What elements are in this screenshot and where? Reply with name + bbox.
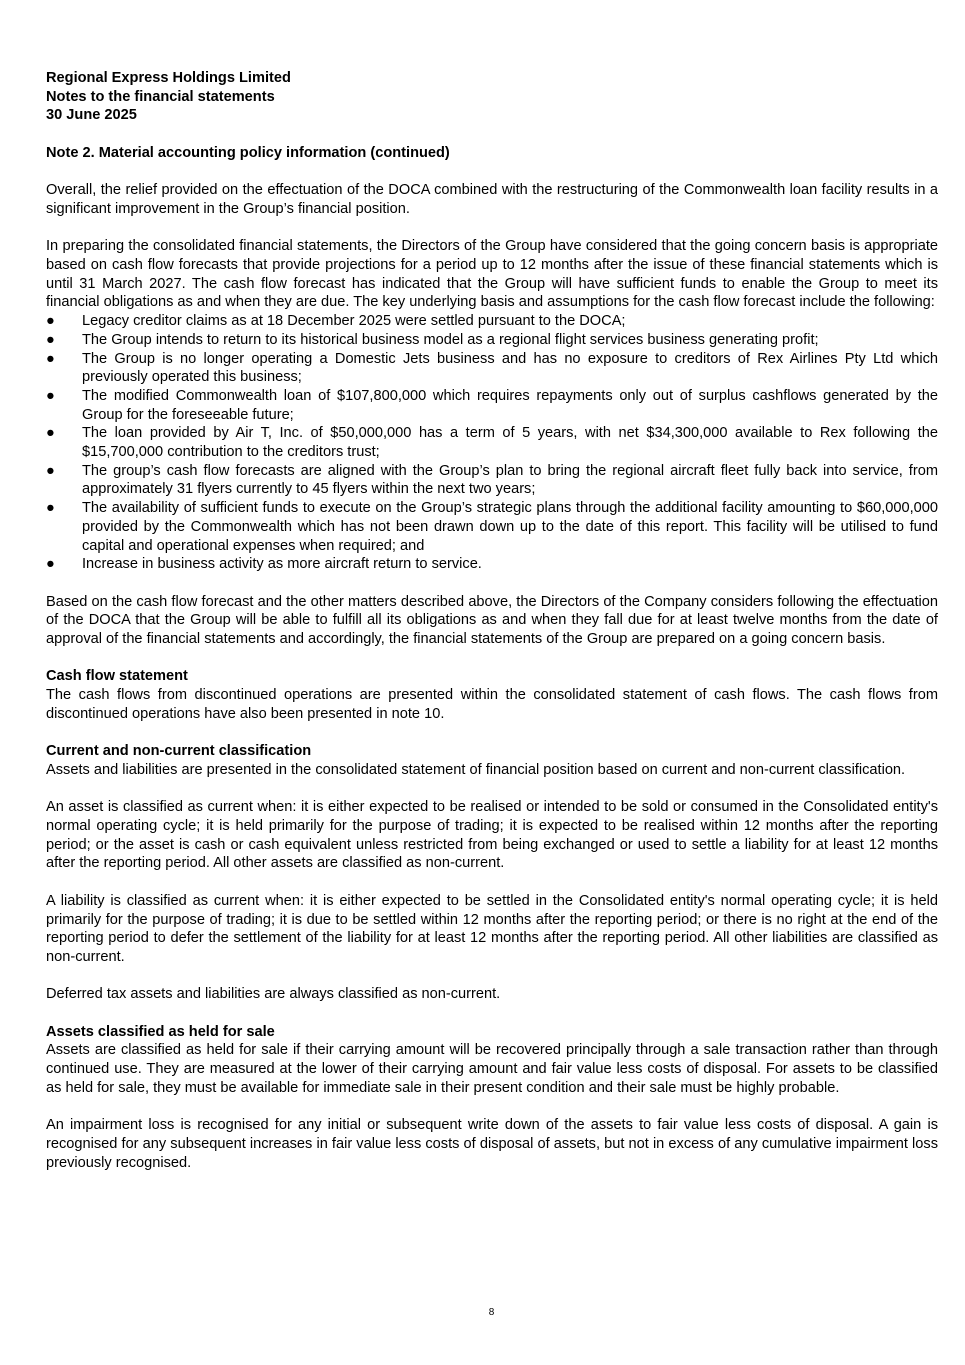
paragraph-liability-current: A liability is classified as current when: it is either expected to be settled in the Consolidated entity's normal operating cycle; it is held primarily for the purpose of trading; it is due to be settled within 12 months after the reporting period; or there is no right at the end of the reporting period to defer the settlement of the liability for at least 12 months after the reporting period. All other liabilities are classified as non-current. <box>46 892 938 965</box>
bullet-icon: ● <box>46 387 55 404</box>
document-title: Notes to the financial statements <box>46 88 275 105</box>
company-name: Regional Express Holdings Limited <box>46 70 291 86</box>
bullet-icon: ● <box>46 556 55 573</box>
list-item: ● Increase in business activity as more aircraft return to service. <box>46 556 482 573</box>
section-heading-classification: Current and non-current classification <box>46 743 312 760</box>
bullet-icon: ● <box>46 462 55 479</box>
paragraph-held-for-sale: Assets are classified as held for sale if their carrying amount will be recovered principally through a sale transaction rather than through continued use. They are measured at the lower of their carrying amount and fair value less costs of disposal. For assets to be classified as held for sale, they must be available for immediate sale in their present condition and their sale must be highly probable. <box>46 1042 938 1096</box>
note-title: Note 2. Material accounting policy information (continued) <box>46 144 450 161</box>
paragraph-classification-intro: Assets and liabilities are presented in the consolidated statement of financial position based on current and non-current classification. <box>46 761 906 778</box>
document-page <box>46 69 938 1172</box>
list-item: ● The availability of sufficient funds to execute on the Group’s strategic plans through the additional facility amounting to $60,000,000 provided by the Commonwealth which has not been drawn down up to the date of this report. This facility will be utilised to fund capital and operational expenses when required; and <box>46 500 938 554</box>
bullet-icon: ● <box>46 313 55 330</box>
list-item: ● The Group is no longer operating a Domestic Jets business and has no exposure to creditors of Rex Airlines Pty Ltd which previously operated this business; <box>46 350 938 386</box>
paragraph-deferred-tax: Deferred tax assets and liabilities are always classified as non-current. <box>46 986 501 1003</box>
paragraph-conclusion: Based on the cash flow forecast and the other matters described above, the Directors of the Company considers following the effectuation of the DOCA that the Group will be able to fulfill all its obligations as and when they fall due for at least twelve months from the date of approval of the financial statements and accordingly, the financial statements of the Group are prepared on a going concern basis. <box>46 593 938 648</box>
bullet-icon: ● <box>46 331 55 348</box>
paragraph-cash-flow: The cash flows from discontinued operations are presented within the consolidated statement of cash flows. The cash flows from discontinued operations have also been presented in note 10. <box>46 687 938 722</box>
bullet-icon: ● <box>46 350 55 367</box>
section-heading-held-for-sale: Assets classified as held for sale <box>46 1023 275 1040</box>
list-item: ● The Group intends to return to its historical business model as a regional flight services business generating profit; <box>46 331 819 348</box>
list-item: ● Legacy creditor claims as at 18 December 2025 were settled pursuant to the DOCA; <box>46 313 626 330</box>
section-heading-cash-flow: Cash flow statement <box>46 668 188 685</box>
paragraph-relief: Overall, the relief provided on the effectuation of the DOCA combined with the restructuring of the Commonwealth loan facility results in a significant improvement in the Group’s financial position. <box>46 182 938 217</box>
bullet-icon: ● <box>46 425 55 442</box>
list-item: ● The group’s cash flow forecasts are aligned with the Group’s plan to bring the regional aircraft fleet fully back into service, from approximately 31 flyers currently to 45 flyers within the next two years; <box>46 462 938 498</box>
list-item: ● The loan provided by Air T, Inc. of $50,000,000 has a term of 5 years, with net $34,300,000 available to Rex following the $15,700,000 contribution to the creditors trust; <box>46 425 938 461</box>
paragraph-going-concern: In preparing the consolidated financial statements, the Directors of the Group have considered that the going concern basis is appropriate based on cash flow forecasts that provide projections for a period up to 12 months after the issue of these financial statements which is until 31 March 2027. The cash flow forecast has indicated that the Group will have sufficient funds to enable the Group to meet its financial obligations as and when they are due. The key underlying basis and assumptions for the cash flow forecast include the following: <box>46 238 938 311</box>
paragraph-asset-current: An asset is classified as current when: it is either expected to be realised or intended to be sold or consumed in the Consolidated entity's normal operating cycle; it is held primarily for the purpose of trading; it is expected to be realised within 12 months after the reporting period; or the asset is cash or cash equivalent unless restricted from being exchanged or used to settle a liability for at least 12 months after the reporting period. All other assets are classified as non-current. <box>46 799 938 872</box>
assumption-list <box>46 312 938 574</box>
page-number: 8 <box>488 1307 495 1318</box>
report-date: 30 June 2025 <box>46 107 137 124</box>
paragraph-impairment: An impairment loss is recognised for any initial or subsequent write down of the assets to fair value less costs of disposal. A gain is recognised for any subsequent increases in fair value less costs of disposal of assets, but not in excess of any cumulative impairment loss previously recognised. <box>46 1117 938 1171</box>
list-item: ● The modified Commonwealth loan of $107,800,000 which requires repayments only out of surplus cashflows generated by the Group for the foreseeable future; <box>46 387 938 423</box>
bullet-icon: ● <box>46 500 55 517</box>
